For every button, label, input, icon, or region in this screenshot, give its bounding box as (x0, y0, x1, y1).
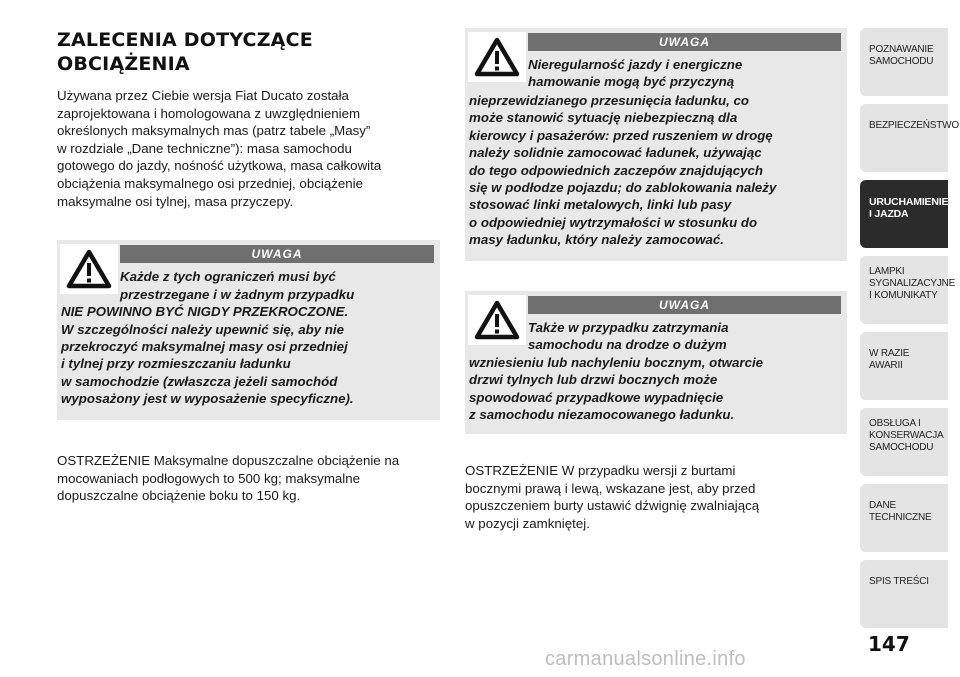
tab-lampki-sygnalizacyjne[interactable]: LAMPKI SYGNALIZACYJNE I KOMUNIKATY (860, 256, 948, 324)
warning-header: UWAGA (528, 296, 841, 314)
load-limit-warning-box (57, 240, 440, 420)
warning-triangle-icon (468, 295, 526, 345)
cargo-securing-warning-box (465, 28, 847, 261)
incline-warning-box (465, 291, 847, 434)
warning-lead-text: Każde z tych ograniczeń musi być przestrzegane i w żadnym przypadku (120, 269, 355, 302)
warning-body-text: wzniesieniu lub nachyleniu bocznym, otwarcie drzwi tylnych lub drzwi bocznych może spowodować przypadkowe wypadnięcie z samochodu niezamocowanego ładunku. (469, 355, 764, 423)
tab-dane-techniczne[interactable]: DANE TECHNICZNE (860, 484, 948, 552)
warning-lead-text: Nieregularność jazdy i energiczne hamowanie mogą być przyczyną (528, 57, 743, 90)
warning-body-text: nieprzewidzianego przesunięcia ładunku, co może stanowić sytuację niebezpieczną dla kierowcy i pasażerów: przed ruszeniem w drogę należy solidnie zamocować ładunek, używając do tego odpowiednich zaczepów znajdujących się w podłodze pojazdu; do zablokowania należy stosować linki metalowych, linki lub pasy o odpowiedniej wytrzymałości w stosunku do masy ładunku, który należy zamocować. (469, 93, 777, 248)
tab-poznawanie-samochodu[interactable]: POZNAWANIE SAMOCHODU (860, 28, 948, 96)
tab-obsluga-i-konserwacja[interactable]: OBSŁUGA I KONSERWACJA SAMOCHODU (860, 408, 948, 476)
right-column (465, 28, 847, 532)
side-board-note-paragraph: OSTRZEŻENIE W przypadku wersji z burtami bocznymi prawą i lewą, wskazane jest, aby przed opuszczeniem burty ustawić dźwignię zwalniającą w pozycji zamkniętej. (465, 463, 760, 531)
tab-spis-tresci[interactable]: SPIS TREŚCI (860, 560, 948, 628)
warning-header: UWAGA (120, 245, 434, 263)
tab-bezpieczenstwo[interactable]: BEZPIECZEŃSTWO (860, 104, 948, 172)
page-number: 147 (868, 632, 910, 656)
watermark: carmanualsonline.info (545, 648, 746, 670)
warning-triangle-icon (60, 244, 118, 294)
left-column (57, 28, 440, 505)
warning-lead-text: Także w przypadku zatrzymania samochodu na drodze o dużym (528, 320, 729, 353)
intro-paragraph: Używana przez Ciebie wersja Fiat Ducato została zaprojektowana i homologowana z uwzględnieniem określonych maksymalnych mas (patrz tabele „Masy” w rozdziale „Dane techniczne”): masa samochodu gotowego do jazdy, nośność użytkowa, masa całkowita obciążenia maksymalnego osi przedniej, obciążenie maksymalne osi tylnej, masa przyczepy. (57, 88, 382, 209)
warning-body-text: NIE POWINNO BYĆ NIGDY PRZEKROCZONE. W szczególności należy upewnić się, aby nie przekroczyć maksymalnej masy osi przedniej i tylnej przy rozmieszczaniu ładunku w samochodzie (zwłaszcza jeżeli samochód wyposażony jest w wyposażenie specyficzne). (61, 304, 354, 407)
load-note-paragraph: OSTRZEŻENIE Maksymalne dopuszczalne obciążenie na mocowaniach podłogowych to 500 kg; maksymalne dopuszczalne obciążenie boku to 150 kg. (57, 453, 400, 504)
tab-w-razie-awarii[interactable]: W RAZIE AWARII (860, 332, 948, 400)
section-title: ZALECENIA DOTYCZĄCE OBCIĄŻENIA (57, 29, 313, 75)
warning-header: UWAGA (528, 33, 841, 51)
warning-triangle-icon (468, 32, 526, 82)
tab-uruchamienie-i-jazda[interactable]: URUCHAMIENIE I JAZDA (860, 180, 948, 248)
